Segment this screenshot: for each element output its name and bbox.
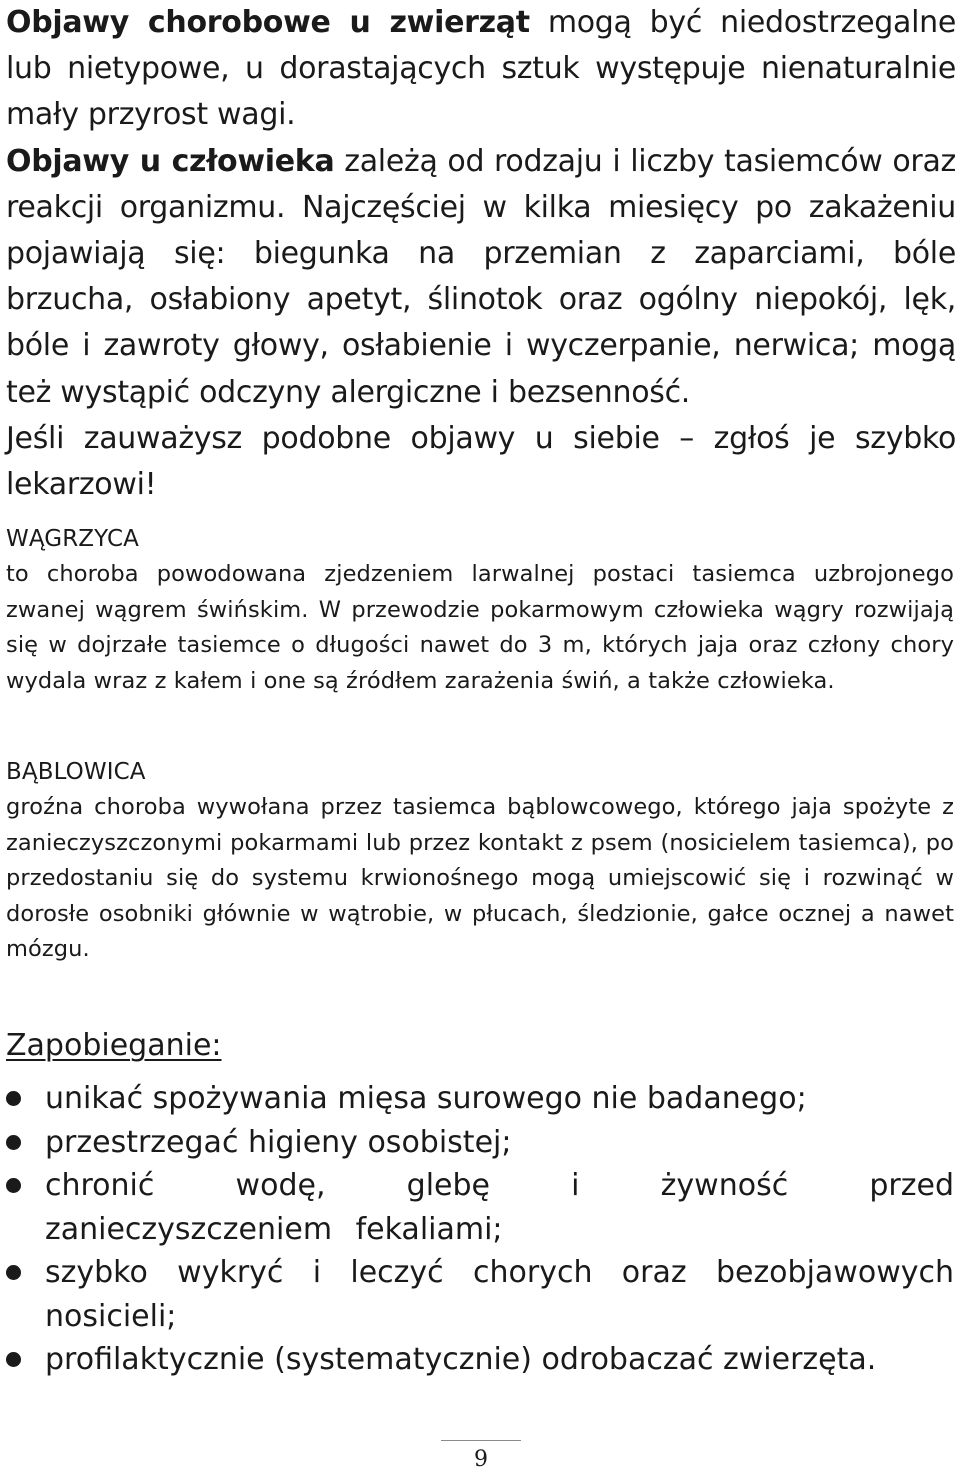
intro-paragraph-humans (6, 139, 956, 416)
intro-text (6, 0, 956, 508)
section-heading-bablowica: BĄBLOWICA (6, 759, 146, 785)
human-symptoms-text: zależą od rodzaju i liczby tasiemców oraz reakcji organizmu. Najczęściej w kilka miesięcy po zakażeniu pojawiają się: biegunka na przemian z zaparciami, bóle brzucha, osłabiony apetyt, ślinotok oraz ogólny niepokój, lęk, bóle i zawroty głowy, osłabienie i wyczerpanie, nerwica; mogą też wystąpić odczyny alergiczne i bezsenność. (6, 143, 956, 410)
section-wagrzyca (6, 521, 954, 699)
list-item (0, 1338, 954, 1382)
list-item-text: chronić wodę, glebę i żywność przed zanieczyszczeniem fekaliami; (45, 1168, 954, 1247)
list-item (0, 1164, 954, 1251)
prevention-title: Zapobieganie: (6, 1028, 222, 1063)
list-item-text: profilaktycznie (systematycznie) odrobaczać zwierzęta. (45, 1342, 877, 1377)
doctor-advice: Jeśli zauważysz podobne objawy u siebie – zgłoś je szybko lekarzowi! (6, 420, 956, 503)
list-item-text: unikać spożywania mięsa surowego nie badanego; (45, 1081, 807, 1116)
bullet-icon (6, 1135, 21, 1150)
list-item-text: szybko wykryć i leczyć chorych oraz bezobjawowych nosicieli; (45, 1255, 954, 1334)
bullet-icon (6, 1091, 21, 1106)
list-item (0, 1251, 954, 1338)
section-body-wagrzyca: to choroba powodowana zjedzeniem larwalnej postaci tasiemca uzbrojonego zwanej wągrem świńskim. W przewodzie pokarmowym człowieka wągry rozwijają się w dojrzałe tasiemce o długości nawet do 3 m, których jaja oraz człony chory wydala wraz z kałem i one są źródłem zarażenia świń, a także człowieka. (6, 561, 954, 694)
bullet-icon (6, 1178, 21, 1193)
section-bablowica (6, 754, 954, 968)
human-symptoms-heading: Objawy u człowieka (6, 143, 335, 179)
section-heading-wagrzyca: WĄGRZYCA (6, 526, 140, 552)
list-item (0, 1077, 954, 1121)
intro-paragraph-animals (6, 0, 956, 139)
list-item (0, 1121, 954, 1165)
bullet-icon (6, 1352, 21, 1367)
bullet-icon (6, 1265, 21, 1280)
prevention-list (0, 1077, 954, 1382)
page-number: 9 (441, 1440, 521, 1469)
animal-symptoms-heading: Objawy chorobowe u zwierząt (6, 5, 530, 40)
list-item-text: przestrzegać higieny osobistej; (45, 1124, 512, 1160)
section-body-bablowica: groźna choroba wywołana przez tasiemca bąblowcowego, którego jaja spożyte z zanieczyszczonymi pokarmami lub przez kontakt z psem (nosicielem tasiemca), po przedostaniu się do systemu krwionośnego mogą umiejscowić się i rozwinąć w dorosłe osobniki głównie w wątrobie, w płucach, śledzionie, gałce ocznej a nawet mózgu. (6, 794, 954, 962)
animal-symptoms-text: mogą być niedostrzegalne lub nietypowe, u dorastających sztuk występuje nienaturalnie mały przyrost wagi. (6, 5, 956, 133)
